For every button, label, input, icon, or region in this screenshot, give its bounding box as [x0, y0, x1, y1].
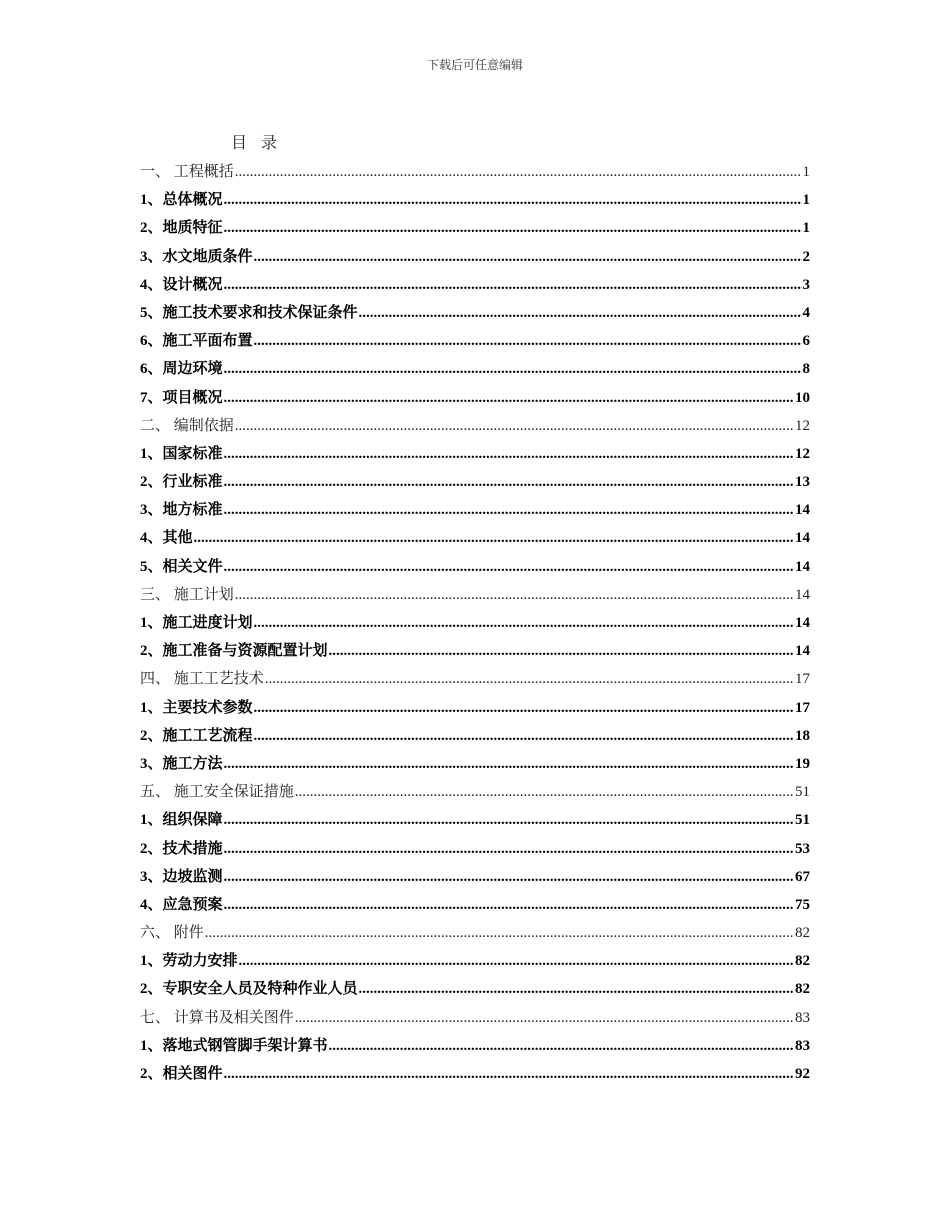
toc-entry-label: 2、施工准备与资源配置计划 [140, 643, 328, 660]
toc-entry-label: 1、总体概况 [140, 192, 223, 209]
toc-entry[interactable] [140, 355, 810, 383]
toc-entry[interactable] [140, 496, 810, 524]
toc-entry-page-number: 75 [795, 896, 810, 913]
toc-dot-leader [224, 835, 794, 863]
toc-entry-label: 1、施工进度计划 [140, 615, 253, 631]
toc-entry-label: 五、 施工安全保证措施 [140, 784, 294, 801]
toc-entry-label: 4、其他 [140, 530, 193, 547]
toc-entry[interactable] [140, 891, 810, 919]
toc-entry-page-number: 83 [795, 1037, 810, 1054]
toc-dot-leader [224, 863, 794, 891]
toc-entry-page-number: 6 [802, 333, 810, 350]
toc-dot-leader [254, 609, 794, 637]
toc-dot-leader [205, 919, 794, 947]
toc-entry[interactable] [140, 835, 810, 863]
toc-entry-label: 3、地方标准 [140, 502, 223, 519]
toc-entry-page-number: 18 [795, 727, 810, 744]
toc-entry-label: 3、水文地质条件 [140, 248, 253, 265]
toc-entry[interactable] [140, 694, 810, 722]
toc-entry[interactable] [140, 214, 810, 242]
toc-dot-leader [254, 694, 794, 722]
toc-entry-page-number: 1 [802, 220, 810, 237]
toc-entry-label: 5、施工技术要求和技术保证条件 [140, 304, 358, 321]
toc-entry-label: 1、主要技术参数 [140, 699, 253, 716]
toc-entry-label: 三、 施工计划 [140, 586, 234, 603]
toc-entry[interactable] [140, 947, 810, 975]
toc-entry[interactable] [140, 665, 810, 693]
toc-entry-label: 2、技术措施 [140, 840, 223, 857]
page-header: 下载后可任意编辑 [426, 58, 523, 72]
toc-entry-label: 6、周边环境 [140, 361, 223, 378]
toc-entry-page-number: 14 [795, 643, 810, 660]
toc-dot-leader [359, 299, 802, 327]
toc-dot-leader [235, 158, 802, 186]
toc-entry-page-number: 1 [802, 192, 810, 209]
toc-dot-leader [224, 806, 794, 834]
toc-entry-label: 1、劳动力安排 [140, 953, 238, 970]
toc-entry-label: 6、施工平面布置 [140, 333, 253, 350]
toc-dot-leader [224, 186, 802, 214]
toc-entry-label: 1、组织保障 [140, 812, 223, 829]
toc-entry-page-number: 14 [795, 502, 810, 519]
toc-entry-page-number: 12 [795, 417, 810, 434]
toc-entry-label: 2、相关图件 [140, 1066, 223, 1082]
toc-entry-label: 一、 工程概括 [140, 164, 234, 180]
toc-dot-leader [224, 440, 794, 468]
toc-entry-page-number: 14 [795, 586, 810, 603]
toc-entry-label: 2、施工工艺流程 [140, 727, 253, 744]
toc-dot-leader [224, 271, 802, 299]
toc-dot-leader [224, 553, 794, 581]
toc-entry-label: 1、国家标准 [140, 445, 223, 462]
toc-entry[interactable] [140, 468, 810, 496]
toc-entry-page-number: 67 [795, 868, 810, 885]
toc-dot-leader [254, 327, 802, 355]
toc-entry-page-number: 13 [795, 474, 810, 491]
toc-entry-page-number: 10 [795, 389, 810, 406]
toc-dot-leader [329, 1032, 794, 1060]
toc-entry[interactable] [140, 1004, 810, 1032]
toc-entry-page-number: 8 [802, 361, 810, 378]
toc-entry-page-number: 14 [795, 530, 810, 547]
toc-dot-leader [224, 214, 802, 242]
toc-entry-label: 2、地质特征 [140, 220, 223, 237]
toc-dot-leader [254, 243, 802, 271]
toc-entry[interactable] [140, 1060, 810, 1088]
toc-entry[interactable] [140, 384, 810, 412]
toc-entry-page-number: 2 [802, 248, 810, 265]
toc-dot-leader [235, 412, 794, 440]
toc-entry-label: 4、应急预案 [140, 896, 223, 913]
toc-dot-leader [194, 524, 794, 552]
toc-entry-label: 3、施工方法 [140, 755, 223, 772]
toc-dot-leader [224, 384, 794, 412]
toc-entry-label: 5、相关文件 [140, 558, 223, 575]
toc-title: 目录 [231, 135, 292, 152]
toc-entry[interactable] [140, 553, 810, 581]
table-of-contents [140, 158, 810, 1088]
toc-entry-page-number: 51 [795, 784, 810, 801]
toc-entry-label: 四、 施工工艺技术 [140, 671, 264, 688]
toc-entry-label: 2、行业标准 [140, 474, 223, 491]
toc-entry[interactable] [140, 327, 810, 355]
toc-entry-label: 4、设计概况 [140, 276, 223, 293]
toc-entry-page-number: 4 [802, 304, 810, 321]
toc-entry[interactable] [140, 158, 810, 186]
toc-entry-page-number: 82 [795, 953, 810, 970]
toc-dot-leader [224, 468, 794, 496]
toc-dot-leader [235, 581, 794, 609]
toc-entry-page-number: 17 [795, 671, 810, 688]
toc-entry-page-number: 14 [795, 615, 810, 631]
toc-entry-page-number: 53 [795, 840, 810, 857]
toc-entry[interactable] [140, 778, 810, 806]
toc-dot-leader [224, 1060, 794, 1088]
toc-entry[interactable] [140, 750, 810, 778]
toc-entry[interactable] [140, 806, 810, 834]
toc-entry[interactable] [140, 440, 810, 468]
toc-entry[interactable] [140, 299, 810, 327]
toc-entry[interactable] [140, 186, 810, 214]
toc-dot-leader [224, 496, 794, 524]
toc-dot-leader [239, 947, 794, 975]
toc-dot-leader [295, 1004, 794, 1032]
toc-entry-page-number: 51 [795, 812, 810, 829]
toc-entry-label: 7、项目概况 [140, 389, 223, 406]
toc-dot-leader [359, 975, 794, 1003]
toc-entry[interactable] [140, 412, 810, 440]
toc-entry-label: 七、 计算书及相关图件 [140, 1009, 294, 1026]
toc-dot-leader [295, 778, 794, 806]
toc-dot-leader [224, 355, 802, 383]
toc-entry[interactable] [140, 722, 810, 750]
toc-entry[interactable] [140, 637, 810, 665]
toc-entry[interactable] [140, 1032, 810, 1060]
toc-entry[interactable] [140, 581, 810, 609]
toc-dot-leader [265, 665, 794, 693]
toc-entry-page-number: 83 [795, 1009, 810, 1026]
toc-entry-label: 2、专职安全人员及特种作业人员 [140, 981, 358, 998]
toc-dot-leader [224, 891, 794, 919]
toc-entry[interactable] [140, 524, 810, 552]
toc-entry-page-number: 17 [795, 699, 810, 716]
toc-dot-leader [329, 637, 794, 665]
toc-entry-page-number: 82 [795, 981, 810, 998]
toc-entry-page-number: 1 [802, 164, 810, 180]
toc-entry-page-number: 19 [795, 755, 810, 772]
toc-entry[interactable] [140, 919, 810, 947]
toc-dot-leader [224, 750, 794, 778]
toc-entry-page-number: 82 [795, 925, 810, 942]
toc-entry-page-number: 92 [795, 1066, 810, 1082]
toc-entry-label: 六、 附件 [140, 925, 204, 942]
toc-entry[interactable] [140, 271, 810, 299]
toc-entry-label: 1、落地式钢管脚手架计算书 [140, 1037, 328, 1054]
toc-entry[interactable] [140, 243, 810, 271]
toc-entry-label: 二、 编制依据 [140, 417, 234, 434]
toc-entry[interactable] [140, 609, 810, 637]
toc-dot-leader [254, 722, 794, 750]
toc-entry-label: 3、边坡监测 [140, 868, 223, 885]
toc-entry-page-number: 12 [795, 445, 810, 462]
toc-entry[interactable] [140, 975, 810, 1003]
toc-entry-page-number: 14 [795, 558, 810, 575]
toc-entry[interactable] [140, 863, 810, 891]
toc-entry-page-number: 3 [802, 276, 810, 293]
